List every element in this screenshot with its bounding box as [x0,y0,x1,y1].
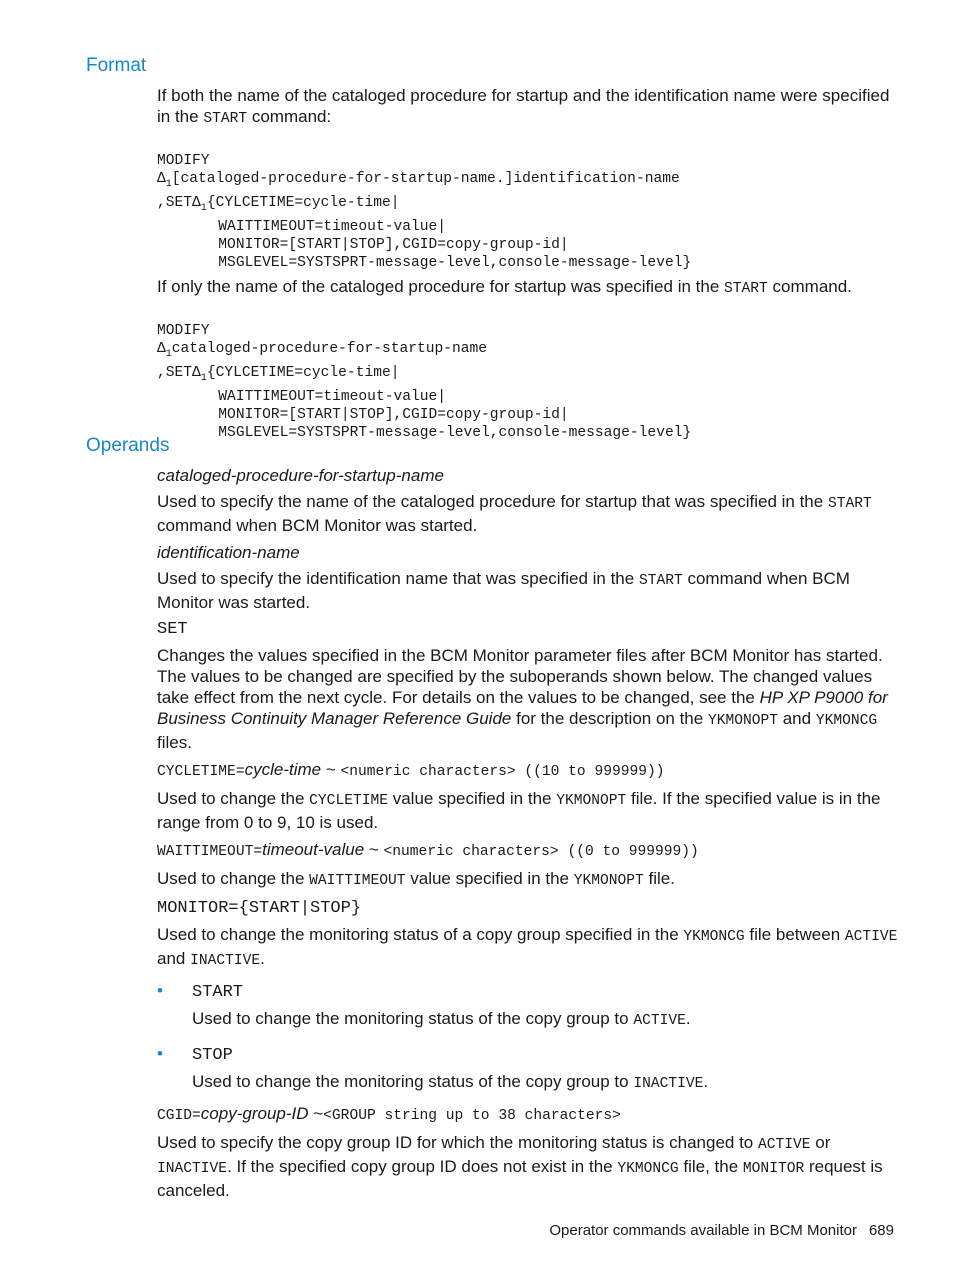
bullet-dot-icon: • [157,1044,163,1063]
operand-desc-identification-name: Used to specify the identification name that was specified in the START command when BCM Monitor was started. [157,569,850,612]
bullet-dot-icon: • [157,981,163,1000]
bullet-term-start: START [192,983,244,1002]
operand-desc-monitor: Used to change the monitoring status of a copy group specified in the YKMONCG file between ACTIVE and INACTIVE. [157,925,898,969]
format-syntax-2: MODIFY $\Delta_1cataloged-procedure-for-startup$-name $,SET\Delta_1\{CYLCETIME=cycle-time|$ WAITTIMEOUT=timeout-value| MONITOR=[START|STOP],CGID=copy-group-id| MSGLEVEL=SYSTSPRT-message-level,console-message-level} [157,322,692,441]
operand-term-waittimeout: WAITTIMEOUT=timeout-value ~ <numeric characters> ((0 to 999999)) [157,840,699,860]
bullet-term-stop: STOP [192,1046,233,1065]
operand-term-monitor: MONITOR={START|STOP} [157,899,362,918]
bullet-desc-stop: Used to change the monitoring status of the copy group to INACTIVE. [192,1072,709,1092]
format-only-name: If only the name of the cataloged procedure for startup was specified in the START command. [157,276,852,297]
operand-term-set: SET [157,620,188,639]
operands-heading: Operands [86,435,170,456]
operands-section [157,465,902,1201]
page-footer [549,1222,894,1239]
operand-desc-procedure-name: Used to specify the name of the cataloged procedure for startup that was specified in the START command when BCM Monitor was started. [157,492,872,535]
format-syntax-1: MODIFY $\Delta_1[cataloged-procedure-for-startup-name.]identification$-name $,SET\Delta_1\{CYLCETIME=cycle-time|$ WAITTIMEOUT=timeout-value| MONITOR=[START|STOP],CGID=copy-group-id| MSGLEVEL=SYSTSPRT-message-level,console-message-level} [157,153,692,271]
format-intro: If both the name of the cataloged procedure for startup and the identification name were specified in the START command: [157,86,890,127]
operand-desc-cgid: Used to specify the copy group ID for which the monitoring status is changed to ACTIVE or INACTIVE. If the specified copy group ID does not exist in the YKMONCG file, the MONITOR request is canceled. [157,1133,883,1200]
footer-title: Operator commands available in BCM Monitor [549,1222,857,1239]
operand-term-procedure-name: cataloged-procedure-for-startup-name [157,466,444,485]
format-heading: Format [86,55,147,76]
page-number: 689 [868,1222,894,1239]
operand-term-identification-name: identification-name [157,543,300,562]
operand-desc-waittimeout: Used to change the WAITTIMEOUT value specified in the YKMONOPT file. [157,869,675,889]
operand-term-cgid: CGID=copy-group-ID ~<GROUP string up to 38 characters> [157,1104,621,1124]
bullet-start [157,982,902,1032]
bullet-desc-start: Used to change the monitoring status of the copy group to ACTIVE. [192,1009,691,1029]
format-section [157,85,902,442]
operand-desc-set: Changes the values specified in the BCM Monitor parameter files after BCM Monitor has started. The values to be changed are specified by the suboperands shown below. The changed values take effect from the next cycle. For details on the values to be changed, see the HP XP P9000 for Business Continuity Manager Reference Guide for the description on the YKMONOPT and YKMONCG files. [157,646,888,752]
operand-desc-cycletime: Used to change the CYCLETIME value specified in the YKMONOPT file. If the specified value is in the range from 0 to 9, 10 is used. [157,789,881,832]
bullet-stop [157,1045,902,1095]
operand-term-cycletime: CYCLETIME=cycle-time ~ <numeric characters> ((10 to 999999)) [157,760,665,780]
